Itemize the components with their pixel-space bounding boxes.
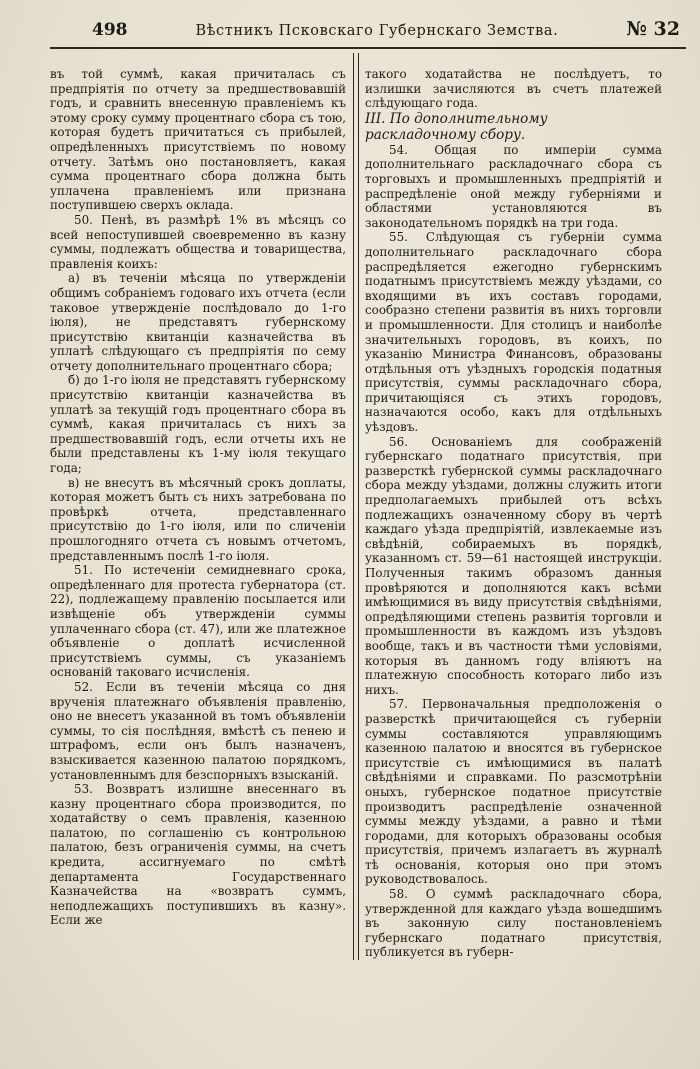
- issue-number: № 32: [626, 18, 680, 40]
- right-column: [359, 67, 662, 960]
- paragraph-52: 52. Если въ теченіи мѣсяца со дня врученія платежнаго объявленія правленію, оно не внесетъ указанной въ томъ объявленіи суммы, то сія послѣдняя, вмѣстѣ съ пенею и штрафомъ, если онъ былъ назначенъ, взыскивается казенною палатою порядкомъ, установленнымъ для безспорныхъ взысканій.: [50, 679, 346, 782]
- clause-v: в) не внесутъ въ мѣсячный срокъ доплаты, которая можетъ быть съ нихъ затребована по провѣркѣ отчета, представленнаго присутствію до 1-го іюля, или по сличеніи прошлогодняго отчета съ новымъ отчетомъ, представленнымъ послѣ 1-го іюля.: [50, 475, 346, 563]
- paragraph-55: 55. Слѣдующая съ губерніи сумма дополнительнаго раскладочнаго сбора распредѣляется ежегодно губернскимъ податнымъ присутствіемъ между уѣздами, со входящими въ ихъ составъ городами, сообразно степени развитія въ нихъ торговли и промышленности. Для столицъ и наиболѣе значительныхъ городовъ, въ коихъ, по указанію Министра Финансовъ, образованы отдѣльныя отъ уѣздныхъ городскія податныя присутствія, суммы раскладочнаго сбора, причитающіяся съ этихъ городовъ, назначаются особо, какъ для отдѣльныхъ уѣздовъ.: [365, 230, 662, 435]
- clause-b: б) до 1-го іюля не представятъ губернскому присутствію квитанціи казначейства въ уплатѣ за текущій годъ процентнаго сбора въ суммѣ, какая причиталась съ нихъ за предшествовавшій годъ, если отчеты ихъ не были представлены къ 1-му іюля текущаго года;: [50, 373, 346, 476]
- running-title: Вѣстникъ Псковскаго Губернскаго Земства.: [195, 23, 559, 39]
- paragraph-57: 57. Первоначальныя предположенія о разверсткѣ причитающейся съ губерніи суммы составляются управляющимъ казенною палатою и вносятся въ губернское присутствіе съ имѣющимися въ палатѣ свѣдѣніями и справками. По разсмотрѣніи оныхъ, губернское податное присутствіе производитъ распредѣленіе означенной суммы между уѣздами, а равно и тѣми городами, для которыхъ образованы особыя присутствія, причемъ излагаетъ въ журналѣ тѣ основанія, которыя оно при этомъ руководствовалось.: [365, 697, 662, 887]
- clause-a: а) въ теченіи мѣсяца по утвержденіи общимъ собраніемъ годоваго ихъ отчета (если таковое утвержденіе послѣдовало до 1-го іюля), не представятъ губернскому присутствію квитанціи казначейства въ уплатѣ слѣдующаго съ предпріятія по сему отчету дополнительнаго процентнаго сбора;: [50, 271, 346, 373]
- page-header: [50, 18, 686, 49]
- text-columns: [50, 67, 686, 960]
- paragraph-continued: такого ходатайства не послѣдуетъ, то излишки зачисляются въ счетъ платежей слѣдующаго года.: [365, 67, 662, 111]
- paragraph-50: 50. Пенѣ, въ размѣрѣ 1% въ мѣсяцъ со всей непоступившей своевременно въ казну суммы, подлежатъ общества и товарищества, правленія коихъ:: [50, 212, 346, 271]
- paragraph-54: 54. Общая по имперіи сумма дополнительнаго раскладочнаго сбора съ торговыхъ и промышленныхъ предпріятій и распредѣленіе оной между губерніями и областями установляются въ законодательномъ порядкѣ на три года.: [365, 142, 662, 230]
- page-number: 498: [92, 20, 128, 40]
- paragraph-56: 56. Основаніемъ для соображеній губернскаго податнаго присутствія, при разверсткѣ губернской суммы раскладочнаго сбора между уѣздами, должны служить итоги предполагаемыхъ прибылей отъ всѣхъ подлежащихъ означенному сбору въ чертѣ каждаго уѣзда предпріятій, извлекаемые изъ свѣдѣній, собираемыхъ въ порядкѣ, указанномъ ст. 59—61 настоящей инструкціи. Полученныя такимъ образомъ данныя провѣряются и дополняются какъ всѣми имѣющимися въ виду присутствія свѣдѣніями, опредѣляющими степень развитія торговли и промышленности въ каждомъ изъ уѣздовъ вообще, такъ и въ частности тѣми условіями, которыя въ данномъ году вліяютъ на платежную способность котораго либо изъ нихъ.: [365, 434, 662, 697]
- left-column: [50, 67, 353, 960]
- section-title: III. По дополнительному раскладочному сбору.: [365, 110, 548, 143]
- paragraph-53: 53. Возвратъ излишне внесеннаго въ казну процентнаго сбора производится, по ходатайству о семъ правленія, казенною палатою, по соглашенію съ контрольною палатою, безъ ограниченія суммы, на счетъ кредита, ассигнуемаго по смѣтѣ департамента Государственнаго Казначейства на «возвратъ суммъ, неподлежащихъ поступившихъ въ казну». Если же: [50, 782, 346, 928]
- paragraph-58: 58. О суммѣ раскладочнаго сбора, утвержденной для каждаго уѣзда вошедшимъ въ законную силу постановленіемъ губернскаго податнаго присутствія, публикуется въ губерн-: [365, 887, 662, 960]
- paragraph: въ той суммѣ, какая причиталась съ предпріятія по отчету за предшествовавшій годъ, и сравнить внесенную правленіемъ къ этому сроку сумму процентнаго сбора съ тою, которая будетъ причитаться съ прибылей, опредѣленныхъ присутствіемъ по новому отчету. Затѣмъ оно постановляетъ, какая сумма процентнаго сбора должна быть уплачена правленіемъ или признана поступившею сверхъ оклада.: [50, 67, 346, 213]
- paragraph-51: 51. По истеченіи семидневнаго срока, опредѣленнаго для протеста губернатора (ст. 22), подлежащему правленію посылается или извѣщеніе объ утвержденіи суммы уплаченнаго сбора (ст. 47), или же платежное объявленіе о доплатѣ исчисленной присутствіемъ суммы, съ указаніемъ основаній таковаго исчисленія.: [50, 563, 346, 680]
